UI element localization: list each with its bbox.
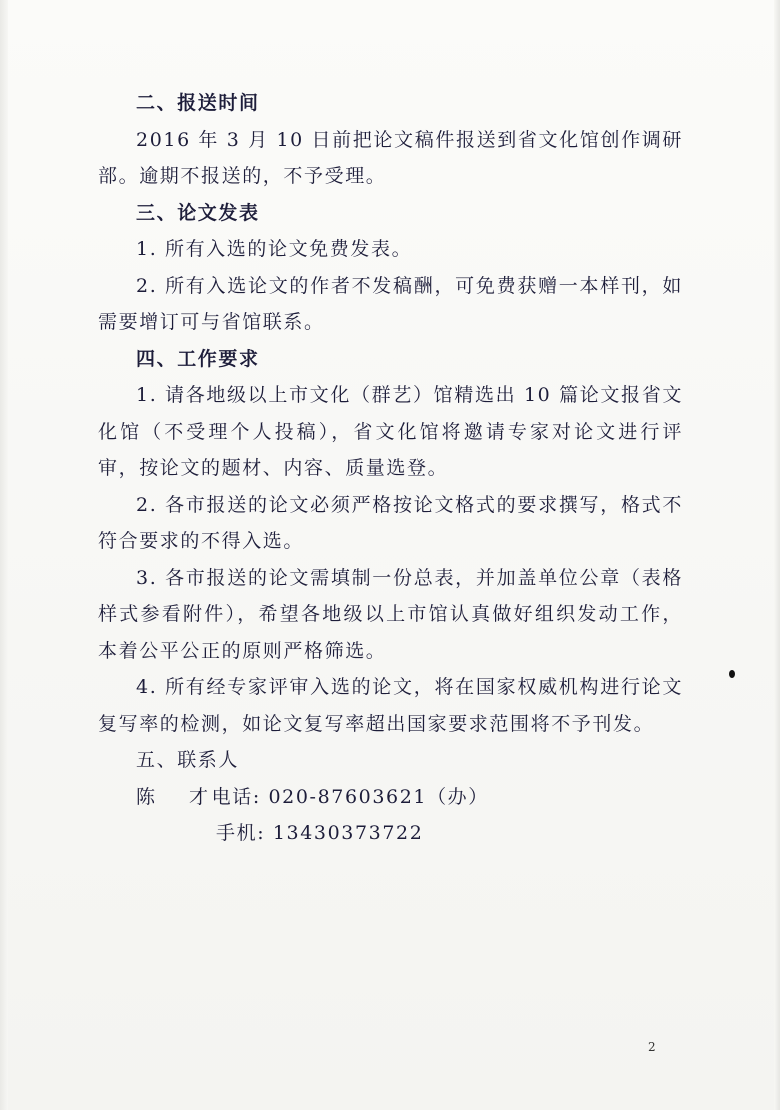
document-body (98, 85, 683, 852)
contact-mobile-label: 手机: (216, 822, 266, 844)
section-2-heading: 二、报送时间 (136, 92, 260, 114)
section-2-paragraph-1: 2016 年 3 月 10 日前把论文稿件报送到省文化馆创作调研部。逾期不报送的，不予受理。 (98, 128, 683, 187)
section-4-paragraph-4: 4. 所有经专家评审入选的论文，将在国家权威机构进行论文复写率的检测，如论文复写率超出国家要求范围将不予刊发。 (98, 676, 683, 735)
contact-name: 陈 才 (136, 785, 223, 808)
scan-edge-right (774, 0, 780, 1110)
section-3-heading: 三、论文发表 (136, 201, 260, 224)
section-4-heading: 四、工作要求 (136, 347, 260, 370)
scan-edge-left (0, 0, 8, 1110)
contact-line (98, 779, 683, 816)
page-number: 2 (648, 1040, 656, 1054)
section-5-heading: 五、联系人 (136, 749, 240, 771)
section-3-paragraph-1: 1. 所有入选的论文免费发表。 (136, 238, 413, 260)
contact-mobile-line (98, 815, 683, 852)
scan-mark (729, 670, 735, 678)
section-4-paragraph-2: 2. 各市报送的论文必须严格按论文格式的要求撰写，格式不符合要求的不得入选。 (98, 493, 683, 552)
contact-tel: 020-87603621（办） (268, 785, 489, 808)
section-3-paragraph-2: 2. 所有入选论文的作者不发稿酬，可免费获赠一本样刊，如需要增订可与省馆联系。 (98, 274, 683, 333)
section-4-paragraph-3: 3. 各市报送的论文需填制一份总表，并加盖单位公章（表格样式参看附件），希望各地级以上市馆认真做好组织发动工作，本着公平公正的原则严格筛选。 (98, 566, 683, 662)
section-4-paragraph-1: 1. 请各地级以上市文化（群艺）馆精选出 10 篇论文报省文化馆（不受理个人投稿），省文化馆将邀请专家对论文进行评审，按论文的题材、内容、质量选登。 (98, 384, 683, 479)
contact-tel-label: 电话: (211, 785, 261, 808)
contact-mobile: 13430373722 (272, 822, 424, 844)
